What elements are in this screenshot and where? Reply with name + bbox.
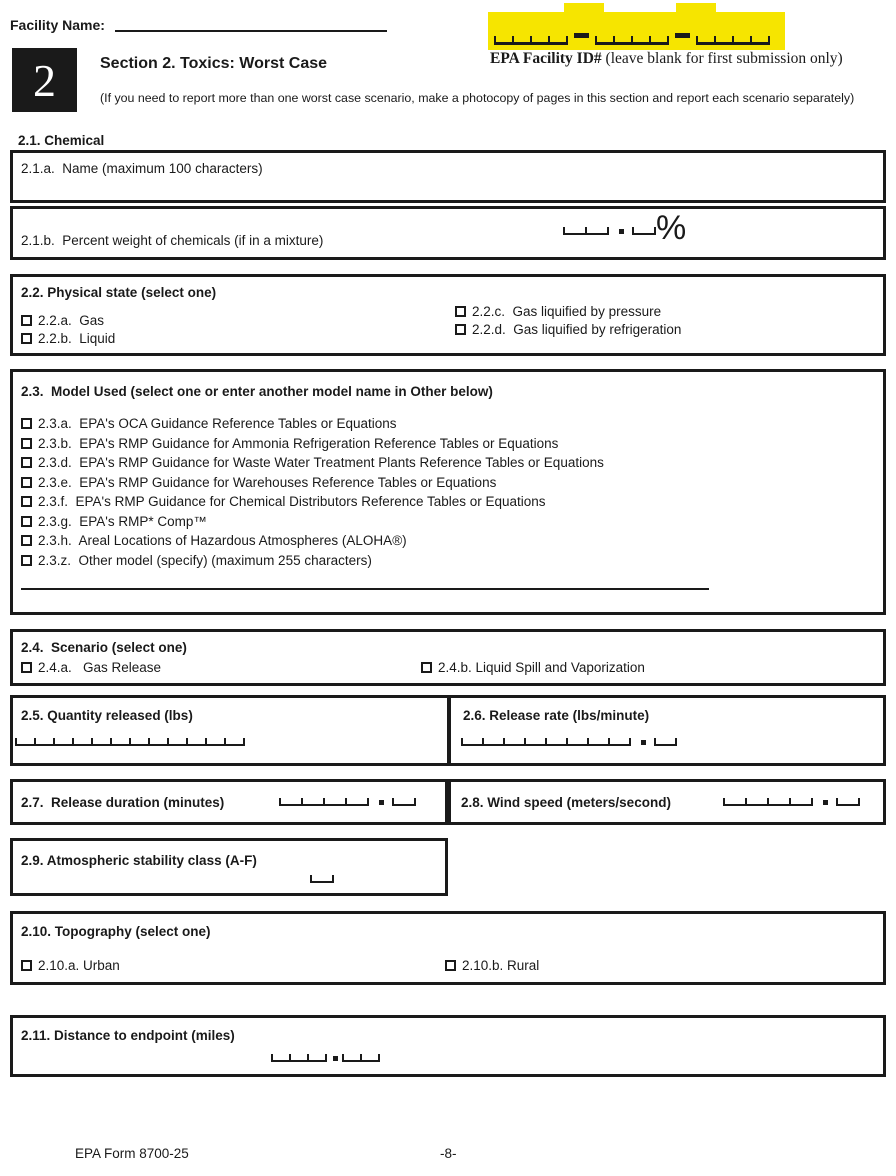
decimal-point bbox=[641, 740, 646, 745]
box-2-8 bbox=[448, 779, 886, 825]
wind-int-cells bbox=[723, 798, 813, 806]
option-label-2-3-d: 2.3.d. EPA's RMP Guidance for Waste Water Treatment Plants Reference Tables or Equations bbox=[38, 455, 604, 470]
other-model-input-line[interactable] bbox=[21, 572, 709, 590]
section-badge: 2 bbox=[12, 48, 77, 112]
digit-cell[interactable] bbox=[205, 738, 226, 746]
epa-id-highlight-tab bbox=[564, 3, 604, 15]
epa-id-comb-group bbox=[494, 36, 568, 45]
digit-cell[interactable] bbox=[545, 738, 568, 746]
checkbox-2-3-e[interactable] bbox=[21, 477, 32, 488]
box-2-2 bbox=[10, 274, 886, 356]
form-number: EPA Form 8700-25 bbox=[75, 1146, 189, 1161]
wind-frac-cells bbox=[836, 798, 860, 806]
decimal-point bbox=[379, 800, 384, 805]
digit-cell[interactable] bbox=[524, 738, 547, 746]
box-2-4 bbox=[10, 629, 886, 686]
duration-frac-cells bbox=[392, 798, 416, 806]
box-2-7 bbox=[10, 779, 448, 825]
digit-cell[interactable] bbox=[750, 36, 770, 45]
digit-cell[interactable] bbox=[15, 738, 36, 746]
heading-2-9: 2.9. Atmospheric stability class (A-F) bbox=[21, 853, 257, 868]
percent-sign: % bbox=[656, 209, 687, 247]
digit-cell[interactable] bbox=[91, 738, 112, 746]
checkbox-2-3-f[interactable] bbox=[21, 496, 32, 507]
digit-cell[interactable] bbox=[310, 875, 334, 883]
percent-weight-field bbox=[563, 227, 656, 235]
epa-id-field bbox=[488, 3, 788, 50]
digit-cell[interactable] bbox=[563, 227, 587, 235]
option-label-2-2-a: 2.2.a. Gas bbox=[38, 313, 105, 328]
box-2-1-b bbox=[10, 206, 886, 260]
release-rate-int-cells bbox=[461, 738, 631, 746]
epa-id-comb bbox=[494, 33, 770, 45]
epa-id-label: EPA Facility ID# bbox=[490, 50, 602, 67]
checkbox-2-10-b[interactable] bbox=[445, 960, 456, 971]
digit-cell[interactable] bbox=[587, 738, 610, 746]
digit-cell[interactable] bbox=[767, 798, 791, 806]
digit-cell[interactable] bbox=[836, 798, 860, 806]
digit-cell[interactable] bbox=[732, 36, 752, 45]
release-rate-frac-cells bbox=[654, 738, 677, 746]
wind-speed-field bbox=[723, 798, 860, 806]
checkbox-2-3-g[interactable] bbox=[21, 516, 32, 527]
digit-cell[interactable] bbox=[512, 36, 532, 45]
digit-cell[interactable] bbox=[595, 36, 615, 45]
digit-cell[interactable] bbox=[696, 36, 716, 45]
box-2-9 bbox=[10, 838, 448, 896]
box-2-5-2-6 bbox=[10, 695, 886, 766]
digit-cell[interactable] bbox=[482, 738, 505, 746]
box-2-10 bbox=[10, 911, 886, 985]
heading-2-3: 2.3. Model Used (select one or enter another model name in Other below) bbox=[21, 384, 493, 399]
checkbox-2-10-a[interactable] bbox=[21, 960, 32, 971]
epa-id-label-note: (leave blank for first submission only) bbox=[601, 50, 843, 67]
checkbox-2-2-a[interactable] bbox=[21, 315, 32, 326]
digit-cell[interactable] bbox=[461, 738, 484, 746]
digit-cell[interactable] bbox=[392, 798, 416, 806]
digit-cell[interactable] bbox=[566, 738, 589, 746]
option-label-2-10-a: 2.10.a. Urban bbox=[38, 958, 120, 973]
digit-cell[interactable] bbox=[723, 798, 747, 806]
digit-cell[interactable] bbox=[279, 798, 303, 806]
digit-cell[interactable] bbox=[649, 36, 669, 45]
facility-name-label: Facility Name: bbox=[10, 17, 105, 33]
option-label-2-3-e: 2.3.e. EPA's RMP Guidance for Warehouses Reference Tables or Equations bbox=[38, 474, 497, 490]
decimal-point bbox=[619, 229, 624, 234]
quantity-released-field bbox=[15, 738, 245, 746]
release-rate-field bbox=[461, 738, 677, 746]
section-title: Section 2. Toxics: Worst Case bbox=[100, 55, 328, 72]
digit-cell[interactable] bbox=[323, 798, 347, 806]
epa-id-dash bbox=[574, 33, 589, 38]
checkbox-2-2-d[interactable] bbox=[455, 324, 466, 335]
distance-endpoint-field bbox=[271, 1054, 380, 1062]
option-label-2-4-a: 2.4.a. Gas Release bbox=[38, 660, 162, 675]
digit-cell[interactable] bbox=[167, 738, 188, 746]
digit-cell[interactable] bbox=[530, 36, 550, 45]
epa-id-comb-group bbox=[696, 36, 770, 45]
digit-cell[interactable] bbox=[129, 738, 150, 746]
box-2-11 bbox=[10, 1015, 886, 1077]
option-label-2-3-h: 2.3.h. Areal Locations of Hazardous Atmospheres (ALOHA®) bbox=[38, 533, 407, 548]
digit-cell[interactable] bbox=[271, 1054, 291, 1062]
digit-cell[interactable] bbox=[307, 1054, 327, 1062]
checkbox-2-4-a[interactable] bbox=[21, 662, 32, 673]
digit-cell[interactable] bbox=[789, 798, 813, 806]
option-label-2-2-b: 2.2.b. Liquid bbox=[38, 331, 116, 346]
digit-cell[interactable] bbox=[148, 738, 169, 746]
decimal-point bbox=[823, 800, 828, 805]
section-note: (If you need to report more than one worst case scenario, make a photocopy of pages in this section and report each scenario separately) bbox=[100, 91, 855, 105]
digit-cell[interactable] bbox=[654, 738, 677, 746]
digit-cell[interactable] bbox=[345, 798, 369, 806]
checkbox-2-3-z[interactable] bbox=[21, 555, 32, 566]
option-label-2-3-f: 2.3.f. EPA's RMP Guidance for Chemical Distributors Reference Tables or Equations bbox=[38, 494, 546, 509]
release-duration-field bbox=[279, 798, 416, 806]
heading-2-6: 2.6. Release rate (lbs/minute) bbox=[463, 708, 650, 723]
duration-int-cells bbox=[279, 798, 369, 806]
box-2-3 bbox=[10, 369, 886, 615]
page-number: -8- bbox=[440, 1146, 457, 1161]
digit-cell[interactable] bbox=[631, 36, 651, 45]
stability-class-field bbox=[310, 875, 334, 883]
digit-cell[interactable] bbox=[72, 738, 93, 746]
digit-cell[interactable] bbox=[585, 227, 609, 235]
heading-2-5: 2.5. Quantity released (lbs) bbox=[21, 708, 193, 723]
digit-cell[interactable] bbox=[110, 738, 131, 746]
digit-cell[interactable] bbox=[342, 1054, 362, 1062]
option-label-2-4-b: 2.4.b. Liquid Spill and Vaporization bbox=[438, 660, 645, 675]
epa-id-highlight-tab bbox=[676, 3, 716, 15]
chemical-name-input-area[interactable] bbox=[313, 167, 873, 191]
facility-name-input-line[interactable] bbox=[115, 18, 387, 32]
box-2-1-a bbox=[10, 150, 886, 203]
option-label-2-3-z: 2.3.z. Other model (specify) (maximum 255 characters) bbox=[38, 552, 372, 568]
digit-cell[interactable] bbox=[503, 738, 526, 746]
heading-2-7: 2.7. Release duration (minutes) bbox=[21, 795, 225, 810]
digit-cell[interactable] bbox=[53, 738, 74, 746]
heading-2-8: 2.8. Wind speed (meters/second) bbox=[461, 795, 671, 810]
percent-int-cells bbox=[563, 227, 609, 235]
checkbox-2-2-b[interactable] bbox=[21, 333, 32, 344]
checkbox-2-4-b[interactable] bbox=[421, 662, 432, 673]
checkbox-2-3-d[interactable] bbox=[21, 457, 32, 468]
option-label-2-3-b: 2.3.b. EPA's RMP Guidance for Ammonia Refrigeration Reference Tables or Equations bbox=[38, 435, 559, 451]
digit-cell[interactable] bbox=[632, 227, 656, 235]
distance-int-cells bbox=[271, 1054, 327, 1062]
digit-cell[interactable] bbox=[289, 1054, 309, 1062]
digit-cell[interactable] bbox=[608, 738, 631, 746]
digit-cell[interactable] bbox=[224, 738, 245, 746]
digit-cell[interactable] bbox=[745, 798, 769, 806]
option-label-2-3-a: 2.3.a. EPA's OCA Guidance Reference Tables or Equations bbox=[38, 416, 397, 431]
epa-id-dash bbox=[675, 33, 690, 38]
option-label-2-2-d: 2.2.d. Gas liquified by refrigeration bbox=[472, 322, 682, 337]
heading-2-1: 2.1. Chemical bbox=[18, 133, 105, 148]
chemical-name-label: 2.1.a. Name (maximum 100 characters) bbox=[21, 161, 263, 176]
heading-2-2: 2.2. Physical state (select one) bbox=[21, 285, 217, 300]
checkbox-2-3-h[interactable] bbox=[21, 535, 32, 546]
percent-weight-label: 2.1.b. Percent weight of chemicals (if in a mixture) bbox=[21, 233, 324, 248]
digit-cell[interactable] bbox=[714, 36, 734, 45]
digit-cell[interactable] bbox=[360, 1054, 380, 1062]
distance-frac-cells bbox=[342, 1054, 380, 1062]
digit-cell[interactable] bbox=[613, 36, 633, 45]
checkbox-2-3-a[interactable] bbox=[21, 418, 32, 429]
heading-2-11: 2.11. Distance to endpoint (miles) bbox=[21, 1028, 235, 1043]
digit-cell[interactable] bbox=[186, 738, 207, 746]
digit-cell[interactable] bbox=[301, 798, 325, 806]
digit-cell[interactable] bbox=[34, 738, 55, 746]
digit-cell[interactable] bbox=[494, 36, 514, 45]
checkbox-2-2-c[interactable] bbox=[455, 306, 466, 317]
column-divider bbox=[447, 698, 451, 763]
percent-frac-cells bbox=[632, 227, 656, 235]
option-label-2-10-b: 2.10.b. Rural bbox=[462, 958, 540, 973]
heading-2-4: 2.4. Scenario (select one) bbox=[21, 640, 187, 655]
option-label-2-2-c: 2.2.c. Gas liquified by pressure bbox=[472, 304, 662, 319]
heading-2-10: 2.10. Topography (select one) bbox=[21, 924, 211, 939]
decimal-point bbox=[333, 1056, 338, 1061]
epa-id-comb-group bbox=[595, 36, 669, 45]
digit-cell[interactable] bbox=[548, 36, 568, 45]
option-label-2-3-g: 2.3.g. EPA's RMP* Comp™ bbox=[38, 513, 207, 529]
checkbox-2-3-b[interactable] bbox=[21, 438, 32, 449]
